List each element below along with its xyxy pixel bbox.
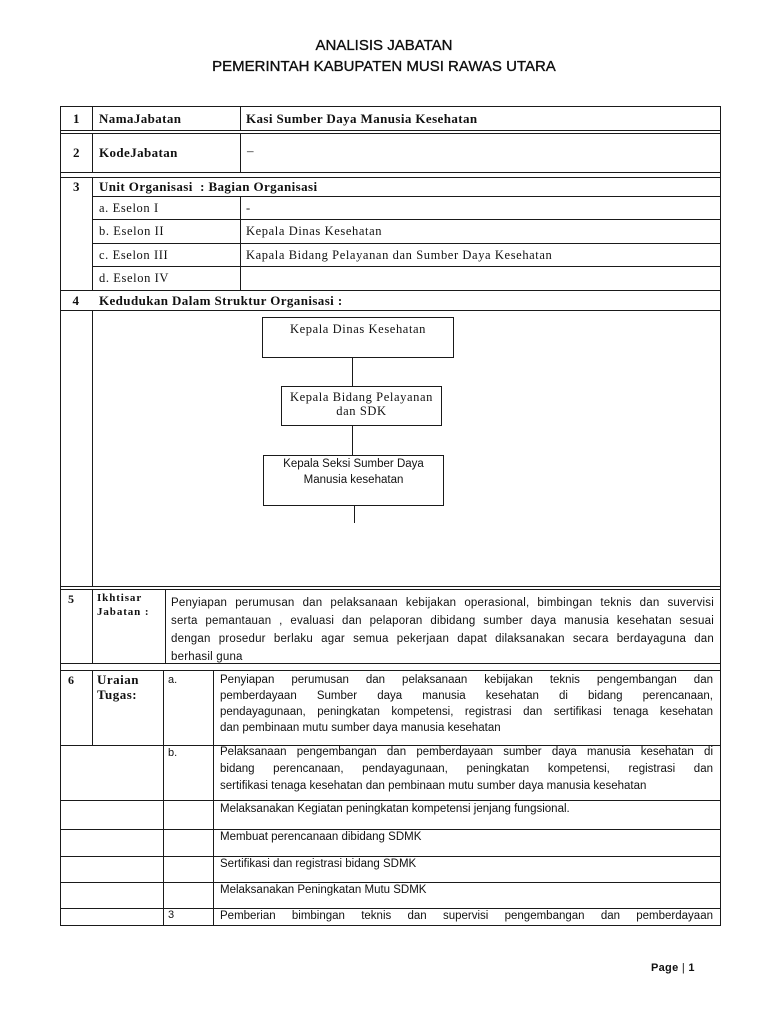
eselon-4-label: d. Eselon IV xyxy=(92,266,241,291)
task-bimbingan-teknis xyxy=(213,908,721,926)
task-line: Membuat perencanaan dibidang SDMK xyxy=(220,831,422,843)
task-b-lines xyxy=(220,744,713,795)
kedudukan-header: Kedudukan Dalam Struktur Organisasi : xyxy=(99,293,343,308)
org-box-kepala-seksi-line-2: Manusia kesehatan xyxy=(303,474,404,486)
ikhtisar-line: berhasil guna xyxy=(171,651,243,663)
task-line: sertifikasi tenaga kesehatan dan pembinaan mutu sumber daya manusia kesehatan xyxy=(220,780,647,792)
row-4-number-column xyxy=(60,310,93,587)
ikhtisar-line: dengan prosedur berlaku agar semua pekerjaan dapat dilaksanakan secara berdayaguna dan xyxy=(171,633,714,645)
eselon-4-value xyxy=(240,266,721,291)
title-line-2: PEMERINTAH KABUPATEN MUSI RAWAS UTARA xyxy=(212,58,556,75)
eselon-3-value: Kapala Bidang Pelayanan dan Sumber Daya Kesehatan xyxy=(240,243,721,267)
task-line: bidang perencanaan, pendayagunaan, peningkatan kompetensi, registrasi dan xyxy=(220,763,713,775)
document-title xyxy=(0,35,768,77)
task-sertifikasi-sdmk xyxy=(213,856,721,883)
page-separator: | xyxy=(681,962,686,974)
task-a-text xyxy=(213,670,721,746)
ikhtisar-label xyxy=(92,589,166,664)
org-box-kepala-seksi-line-1: Kepala Seksi Sumber Daya xyxy=(283,458,424,470)
page-number: 1 xyxy=(688,962,695,974)
task-row-left-blank xyxy=(60,856,164,883)
org-box-kepala-seksi xyxy=(263,455,444,506)
task-line: Pelaksanaan pengembangan dan pemberdayaan sumber daya manusia kesehatan di xyxy=(220,746,713,758)
task-line: Penyiapan perumusan dan pelaksanaan kebijakan teknis pengembangan dan xyxy=(220,674,713,686)
eselon-1-value: - xyxy=(240,196,721,220)
page-footer xyxy=(651,960,695,976)
task-row-left-blank xyxy=(60,800,164,830)
eselon-2-label: b. Eselon II xyxy=(92,219,241,244)
task-row-marker xyxy=(163,882,214,909)
org-box-kepala-bidang xyxy=(281,386,442,426)
org-box-kepala-dinas xyxy=(262,317,454,358)
task-row-left-blank xyxy=(60,829,164,857)
row-2-label: KodeJabatan xyxy=(92,133,241,173)
task-3-marker: 3 xyxy=(163,908,214,926)
title-line-1: ANALISIS JABATAN xyxy=(315,37,453,54)
row-6-number: 6 xyxy=(60,670,93,746)
task-kompetensi-fungsional xyxy=(213,800,721,830)
uraian-tugas-label xyxy=(92,670,164,746)
task-line: Sertifikasi dan registrasi bidang SDMK xyxy=(220,858,417,870)
eselon-2-value: Kepala Dinas Kesehatan xyxy=(240,219,721,244)
task-row-marker xyxy=(163,800,214,830)
uraian-tugas-label-line-2: Tugas: xyxy=(97,687,138,702)
row-2-number: 2 xyxy=(60,133,93,173)
job-code-value: – xyxy=(240,133,721,173)
task-perencanaan-sdmk xyxy=(213,829,721,857)
org-connector-1 xyxy=(352,357,353,386)
org-connector-2 xyxy=(352,425,353,455)
page-label: Page xyxy=(651,962,679,974)
ikhtisar-line: Penyiapan perumusan dan pelaksanaan kebijakan operasional, bimbingan teknis dan suvervisi xyxy=(171,597,714,609)
task-line: pendayagunaan, peningkatan kompetensi, registrasi dan sertifikasi tenaga kesehatan xyxy=(220,706,713,718)
task-mutu-sdmk xyxy=(213,882,721,909)
task-a-marker: a. xyxy=(163,670,214,746)
task-b-left-blank xyxy=(60,745,164,801)
task-line: Melaksanakan Kegiatan peningkatan kompetensi jenjang fungsional. xyxy=(220,803,570,815)
row-1-label: NamaJabatan xyxy=(92,106,241,131)
task-row-left-blank xyxy=(60,882,164,909)
row-1-number: 1 xyxy=(60,106,93,131)
org-box-kepala-bidang-line-2: dan SDK xyxy=(336,404,387,418)
job-title-value: Kasi Sumber Daya Manusia Kesehatan xyxy=(240,106,721,131)
eselon-3-label: c. Eselon III xyxy=(92,243,241,267)
task-line: Pemberian bimbingan teknis dan supervisi pengembangan dan pemberdayaan xyxy=(220,910,713,922)
row-3-number: 3 xyxy=(60,177,93,291)
task-line: Melaksanakan Peningkatan Mutu SDMK xyxy=(220,884,427,896)
org-connector-3 xyxy=(354,505,355,523)
unit-organisasi-header: Unit Organisasi : Bagian Organisasi xyxy=(92,177,721,197)
task-row-marker xyxy=(163,829,214,857)
row-4-number: 4 xyxy=(72,293,80,308)
task-line: pemberdayaan Sumber daya manusia kesehatan di bidang perencanaan, xyxy=(220,690,713,702)
org-box-kepala-bidang-line-1: Kepala Bidang Pelayanan xyxy=(290,390,433,404)
row-5-number: 5 xyxy=(60,589,93,664)
ikhtisar-line: serta pemantauan , evaluasi dan pelaporan dibidang sumber daya manusia kesehatan sesuai xyxy=(171,615,714,627)
ikhtisar-label-line-1: Ikhtisar xyxy=(97,592,143,604)
task-b-text xyxy=(213,745,721,801)
ikhtisar-label-line-2: Jabatan : xyxy=(97,606,150,618)
eselon-1-label: a. Eselon I xyxy=(92,196,241,220)
task-row-left-blank xyxy=(60,908,164,926)
task-row-marker xyxy=(163,856,214,883)
ikhtisar-text xyxy=(165,589,721,664)
task-line: dan pembinaan mutu sumber daya manusia kesehatan xyxy=(220,722,501,734)
uraian-tugas-label-line-1: Uraian xyxy=(97,672,139,687)
org-box-kepala-dinas-text: Kepala Dinas Kesehatan xyxy=(289,322,427,336)
task-b-marker: b. xyxy=(163,745,214,801)
